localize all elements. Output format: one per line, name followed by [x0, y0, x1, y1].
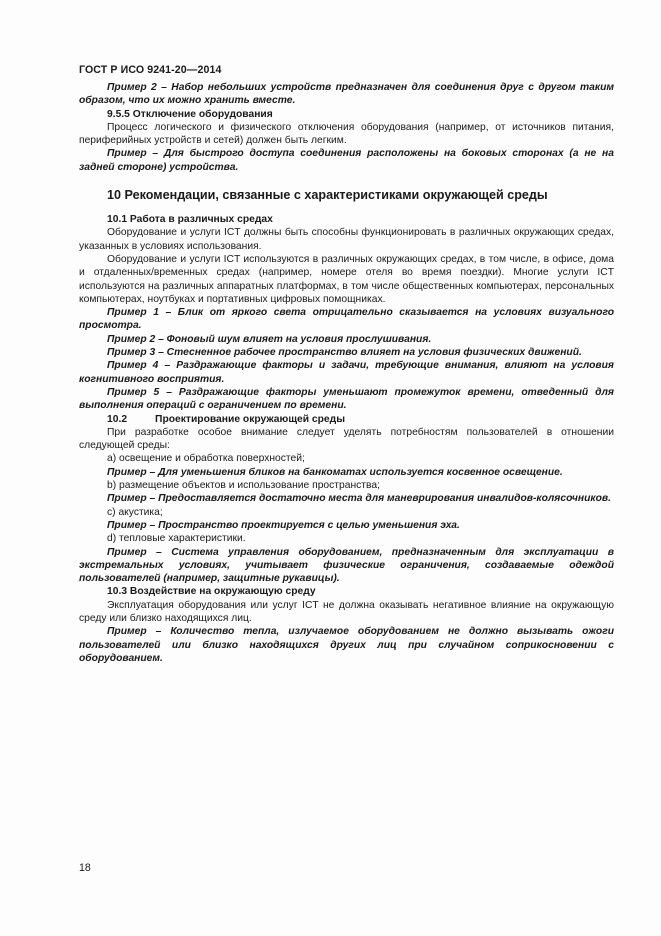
- page-number: 18: [79, 862, 91, 874]
- example-paragraph: Пример – Пространство проектируется с целью уменьшения эха.: [107, 519, 460, 531]
- list-item: b) размещение объектов и использование пространства;: [107, 480, 380, 492]
- list-item: a) освещение и обработка поверхностей;: [107, 453, 305, 465]
- example-paragraph: Пример – Количество тепла, излучаемое оборудованием не должно вызывать ожоги пользователей или близко находящихся других лиц при случайном соприкосновении с оборудованием.: [79, 626, 614, 664]
- example-paragraph: Пример – Предоставляется достаточно места для маневрирования инвалидов-колясочников.: [107, 493, 611, 505]
- body-paragraph: Эксплуатация оборудования или услуг ICT не должна оказывать негативное влияние на окружающую среду или близко находящихся лиц.: [79, 599, 614, 624]
- section-title: Проектирование окружающей среды: [155, 413, 345, 425]
- section-heading: 10.3 Воздействие на окружающую среду: [107, 586, 316, 598]
- example-paragraph: Пример 4 – Раздражающие факторы и задачи, требующие внимания, влияют на условия когнитивного восприятия.: [79, 360, 614, 385]
- example-paragraph: Пример 3 – Стесненное рабочее пространство влияет на условия физических движений.: [107, 347, 582, 359]
- example-paragraph: Пример 1 – Блик от яркого света отрицательно сказывается на условиях визуального просмотра.: [79, 307, 614, 332]
- section-heading: 10.1 Работа в различных средах: [107, 214, 273, 226]
- document-header: ГОСТ Р ИСО 9241-20—2014: [79, 64, 222, 76]
- list-item: c) акустика;: [107, 506, 163, 518]
- example-paragraph: Пример 5 – Раздражающие факторы уменьшают промежуток времени, отведенный для выполнения операций с ограничением по времени.: [79, 386, 614, 412]
- document-body: [79, 81, 614, 665]
- body-paragraph: Оборудование и услуги ICT используются в различных окружающих средах, в том числе, в офисе, дома и отдаленных/временных средах (например, номере отеля во время поездки). Многие услуги ICT используются на различных аппаратных платформах, в том числе общественных компьютерах, персональных компьютерах, ноутбуках и портативных цифровых помощниках.: [79, 253, 614, 305]
- chapter-heading: 10 Рекомендации, связанные с характеристиками окружающей среды: [107, 188, 548, 203]
- section-heading: [79, 413, 614, 426]
- example-paragraph: Пример – Для уменьшения бликов на банкоматах используется косвенное освещение.: [107, 466, 563, 478]
- example-paragraph: Пример 2 – Фоновый шум влияет на условия прослушивания.: [107, 333, 432, 345]
- section-number: 10.2: [107, 413, 128, 425]
- example-paragraph: Пример – Система управления оборудованием, предназначенным для эксплуатации в экстремальных условиях, учитывает физические ограничения, создаваемые одеждой пользователей (например, защитные рукавицы).: [79, 546, 614, 585]
- example-paragraph: Пример 2 – Набор небольших устройств предназначен для соединения друг с другом таким образом, что их можно хранить вместе.: [79, 82, 614, 107]
- body-paragraph: Процесс логического и физического отключения оборудования (например, от источников питания, периферийных устройств и сетей) должен быть легким.: [79, 121, 614, 147]
- body-paragraph: Оборудование и услуги ICT должны быть способны функционировать в различных окружающих средах, указанных в условиях использования.: [79, 227, 614, 252]
- section-heading: 9.5.5 Отключение оборудования: [107, 108, 273, 120]
- body-paragraph: При разработке особое внимание следует уделять потребностям пользователей в отношении следующей среды:: [79, 426, 614, 452]
- example-paragraph: Пример – Для быстрого доступа соединения расположены на боковых сторонах (а не на задней стороне) устройства.: [79, 148, 614, 173]
- list-item: d) тепловые характеристики.: [107, 533, 246, 545]
